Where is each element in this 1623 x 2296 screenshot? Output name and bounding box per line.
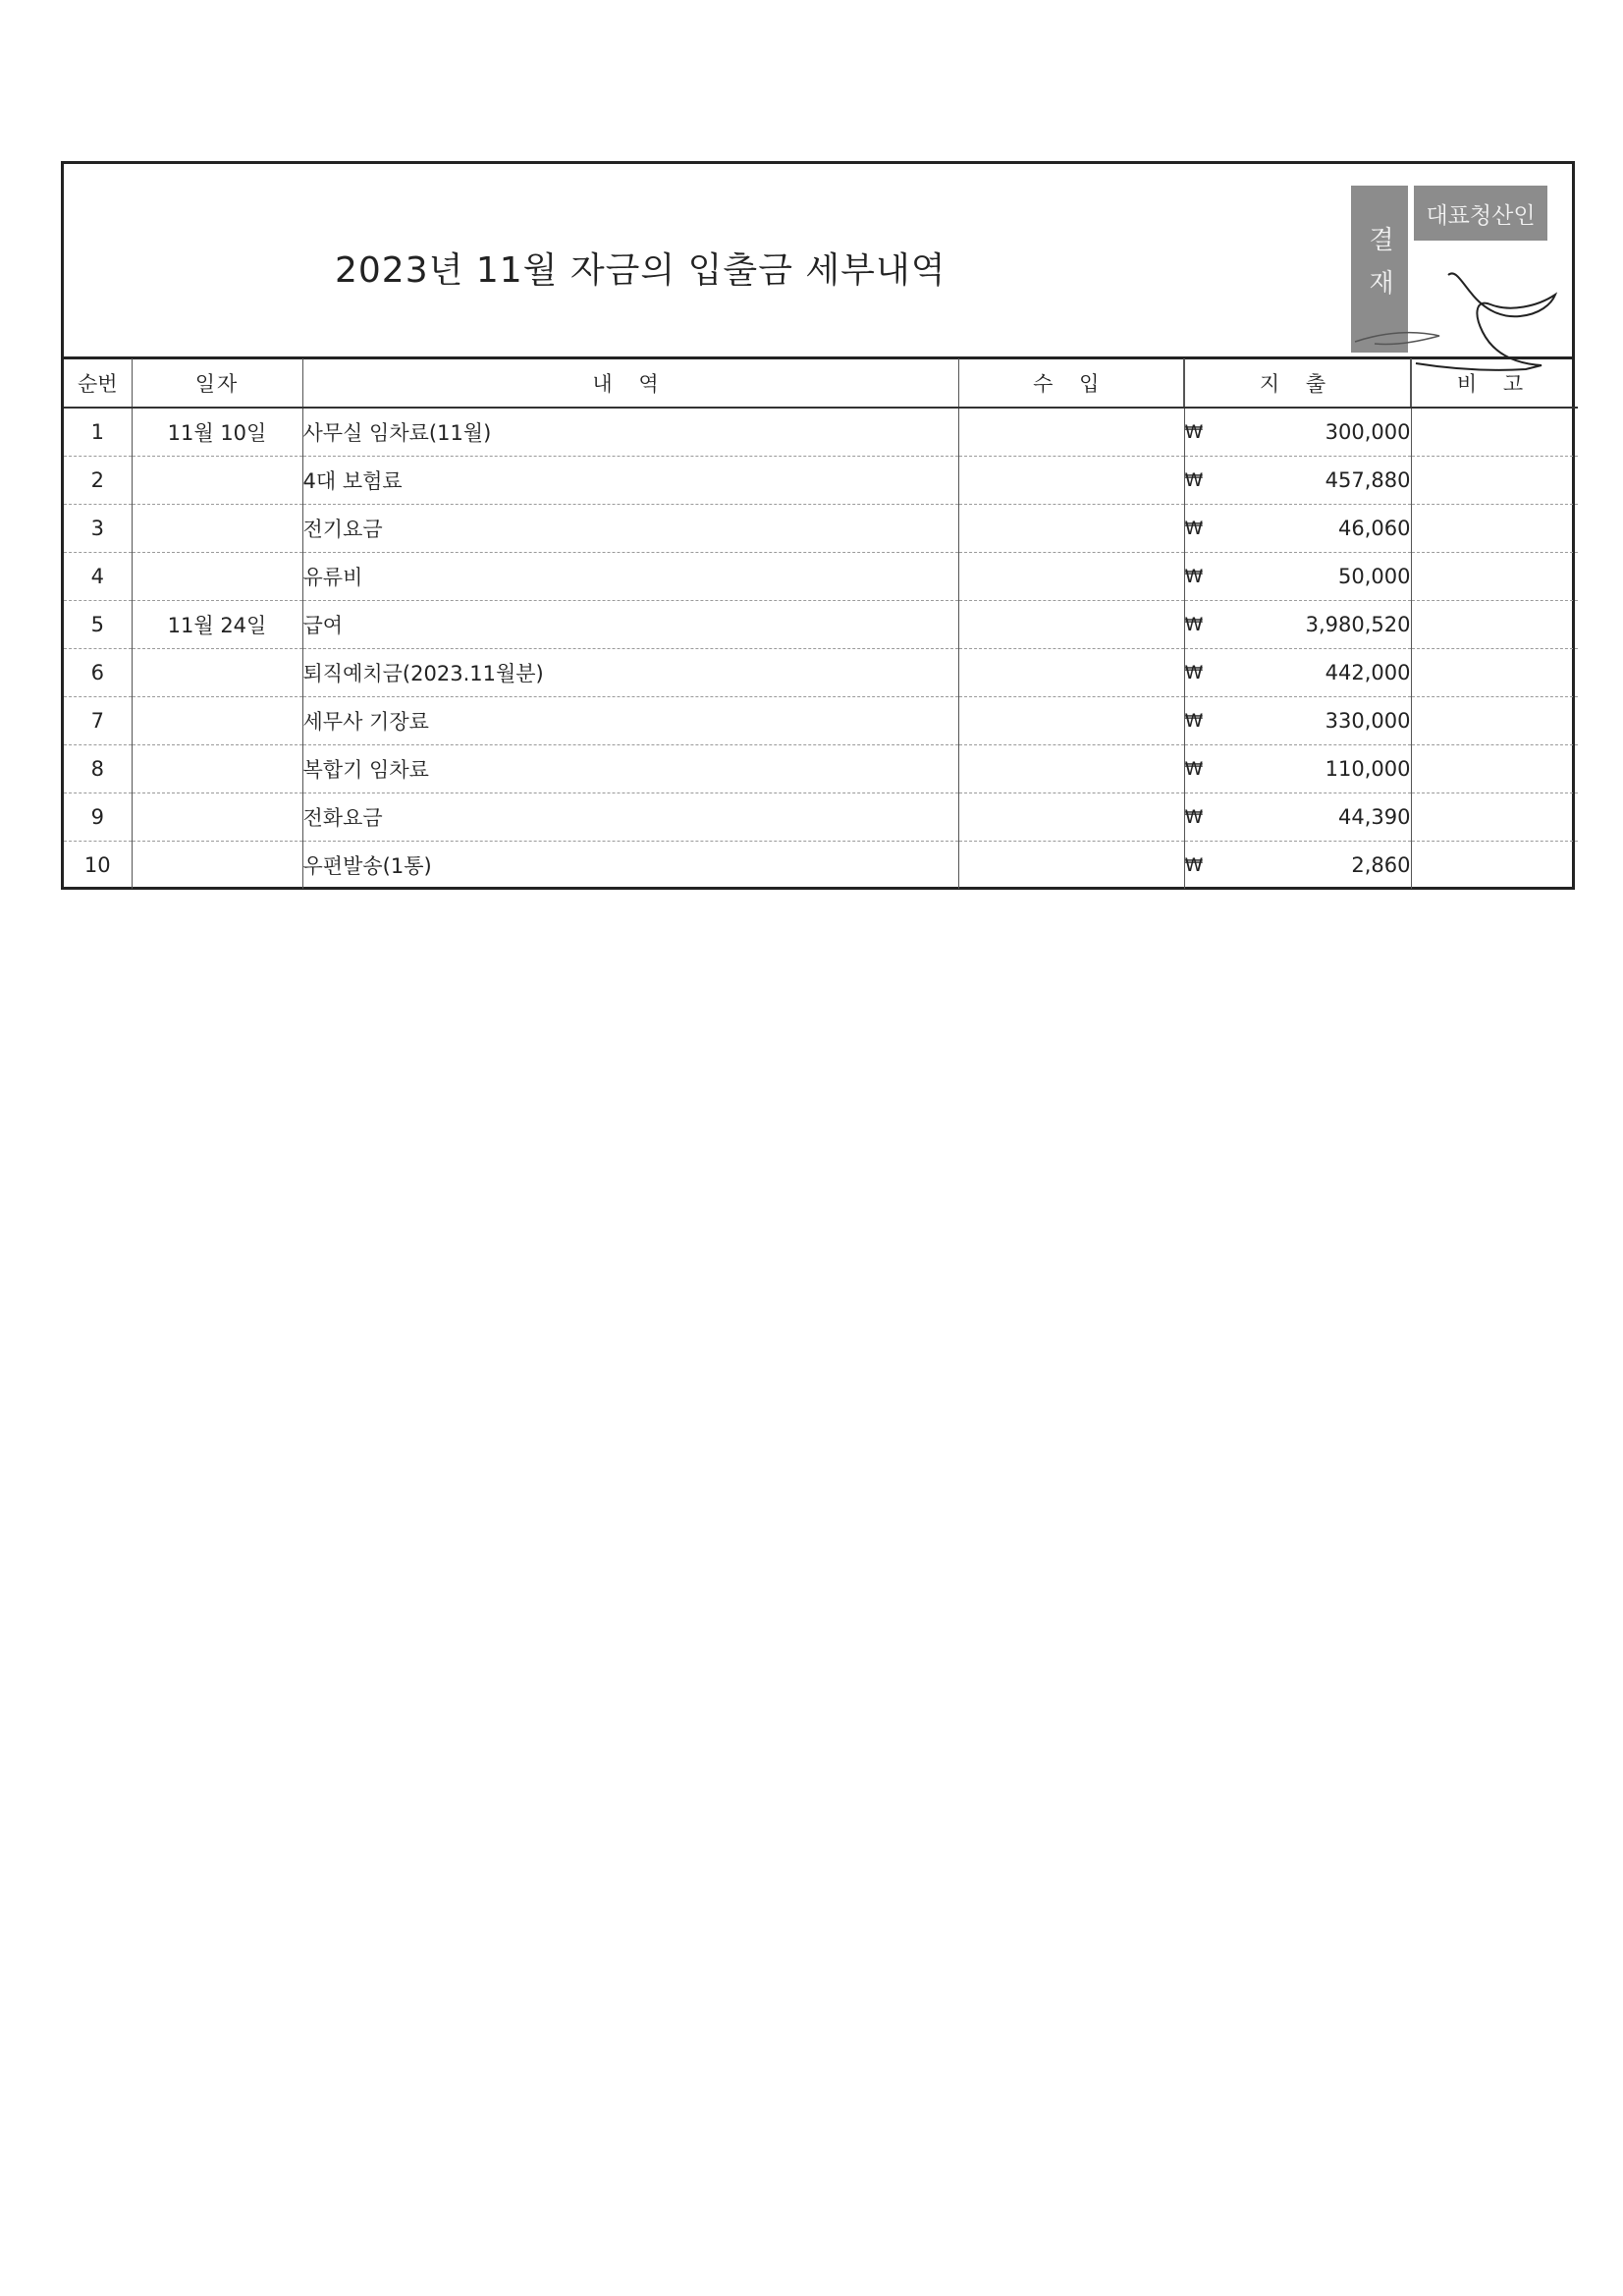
row-description: 세무사 기장료 xyxy=(302,696,958,744)
row-expense xyxy=(1184,600,1411,648)
table-row xyxy=(64,744,1578,793)
row-note xyxy=(1411,696,1578,744)
row-income xyxy=(958,841,1184,889)
row-note xyxy=(1411,552,1578,600)
won-currency-symbol: ₩ xyxy=(1184,613,1204,635)
won-currency-symbol: ₩ xyxy=(1184,757,1204,780)
row-date: 11월 10일 xyxy=(132,408,302,456)
row-no: 7 xyxy=(64,696,132,744)
expense-value: 300,000 xyxy=(1325,419,1411,444)
row-no: 8 xyxy=(64,744,132,793)
table-row xyxy=(64,696,1578,744)
row-date xyxy=(132,696,302,744)
row-date xyxy=(132,793,302,841)
row-expense xyxy=(1184,841,1411,889)
header-date: 일자 xyxy=(132,358,302,408)
document-title: 2023년 11월 자금의 입출금 세부내역 xyxy=(335,250,947,291)
expense-amount xyxy=(1185,805,1411,829)
row-income xyxy=(958,552,1184,600)
row-no: 1 xyxy=(64,408,132,456)
handwritten-signature xyxy=(1345,247,1571,375)
row-description: 유류비 xyxy=(302,552,958,600)
row-expense xyxy=(1184,793,1411,841)
expense-value: 2,860 xyxy=(1351,852,1411,877)
expense-amount xyxy=(1185,757,1411,781)
table-header-row xyxy=(64,358,1578,408)
expense-value: 44,390 xyxy=(1338,804,1411,829)
row-description: 우편발송(1통) xyxy=(302,841,958,889)
row-expense xyxy=(1184,408,1411,456)
row-income xyxy=(958,456,1184,504)
table-row xyxy=(64,504,1578,552)
expense-value: 50,000 xyxy=(1338,564,1411,588)
row-note xyxy=(1411,793,1578,841)
header-income: 수 입 xyxy=(958,358,1184,408)
header-expense: 지 출 xyxy=(1184,358,1411,408)
expense-value: 46,060 xyxy=(1338,516,1411,540)
expense-amount xyxy=(1185,709,1411,733)
row-no: 10 xyxy=(64,841,132,889)
row-description: 전기요금 xyxy=(302,504,958,552)
header-description: 내 역 xyxy=(302,358,958,408)
expense-amount xyxy=(1185,565,1411,588)
won-currency-symbol: ₩ xyxy=(1184,565,1204,587)
row-expense xyxy=(1184,456,1411,504)
row-date xyxy=(132,504,302,552)
won-currency-symbol: ₩ xyxy=(1184,420,1204,443)
ledger-sheet xyxy=(61,161,1575,890)
won-currency-symbol: ₩ xyxy=(1184,468,1204,491)
row-note xyxy=(1411,600,1578,648)
row-no: 2 xyxy=(64,456,132,504)
row-expense xyxy=(1184,648,1411,696)
table-row xyxy=(64,408,1578,456)
row-date xyxy=(132,841,302,889)
row-description: 퇴직예치금(2023.11월분) xyxy=(302,648,958,696)
row-income xyxy=(958,600,1184,648)
expense-value: 442,000 xyxy=(1325,660,1411,684)
ledger-table xyxy=(64,358,1578,889)
table-row xyxy=(64,600,1578,648)
row-description: 4대 보험료 xyxy=(302,456,958,504)
row-no: 6 xyxy=(64,648,132,696)
won-currency-symbol: ₩ xyxy=(1184,805,1204,828)
row-no: 3 xyxy=(64,504,132,552)
won-currency-symbol: ₩ xyxy=(1184,661,1204,683)
row-description: 전화요금 xyxy=(302,793,958,841)
approval-signer-title xyxy=(1414,186,1547,241)
row-no: 9 xyxy=(64,793,132,841)
row-income xyxy=(958,793,1184,841)
table-row xyxy=(64,456,1578,504)
table-row xyxy=(64,648,1578,696)
row-description: 사무실 임차료(11월) xyxy=(302,408,958,456)
row-date xyxy=(132,744,302,793)
expense-amount xyxy=(1185,853,1411,877)
header-no: 순번 xyxy=(64,358,132,408)
row-note xyxy=(1411,841,1578,889)
table-row xyxy=(64,841,1578,889)
row-expense xyxy=(1184,552,1411,600)
won-currency-symbol: ₩ xyxy=(1184,709,1204,732)
approval-signer-title-text: 대표청산인 xyxy=(1426,202,1536,229)
expense-amount xyxy=(1185,468,1411,492)
expense-value: 330,000 xyxy=(1325,708,1411,733)
expense-value: 110,000 xyxy=(1325,756,1411,781)
row-income xyxy=(958,408,1184,456)
row-date xyxy=(132,552,302,600)
row-note xyxy=(1411,456,1578,504)
row-note xyxy=(1411,504,1578,552)
table-row xyxy=(64,793,1578,841)
row-date xyxy=(132,648,302,696)
table-row xyxy=(64,552,1578,600)
row-income xyxy=(958,504,1184,552)
expense-amount xyxy=(1185,661,1411,684)
row-expense xyxy=(1184,504,1411,552)
approval-label-text: 결재 xyxy=(1364,226,1394,312)
won-currency-symbol: ₩ xyxy=(1184,853,1204,876)
row-expense xyxy=(1184,744,1411,793)
row-no: 5 xyxy=(64,600,132,648)
row-description: 급여 xyxy=(302,600,958,648)
row-income xyxy=(958,696,1184,744)
header-note: 비 고 xyxy=(1411,358,1578,408)
expense-amount xyxy=(1185,420,1411,444)
expense-amount xyxy=(1185,613,1411,636)
row-note xyxy=(1411,648,1578,696)
row-expense xyxy=(1184,696,1411,744)
row-income xyxy=(958,744,1184,793)
expense-amount xyxy=(1185,517,1411,540)
row-income xyxy=(958,648,1184,696)
row-description: 복합기 임차료 xyxy=(302,744,958,793)
expense-value: 457,880 xyxy=(1325,467,1411,492)
row-date xyxy=(132,456,302,504)
won-currency-symbol: ₩ xyxy=(1184,517,1204,539)
expense-value: 3,980,520 xyxy=(1305,612,1411,636)
row-note xyxy=(1411,408,1578,456)
row-no: 4 xyxy=(64,552,132,600)
row-date: 11월 24일 xyxy=(132,600,302,648)
row-note xyxy=(1411,744,1578,793)
